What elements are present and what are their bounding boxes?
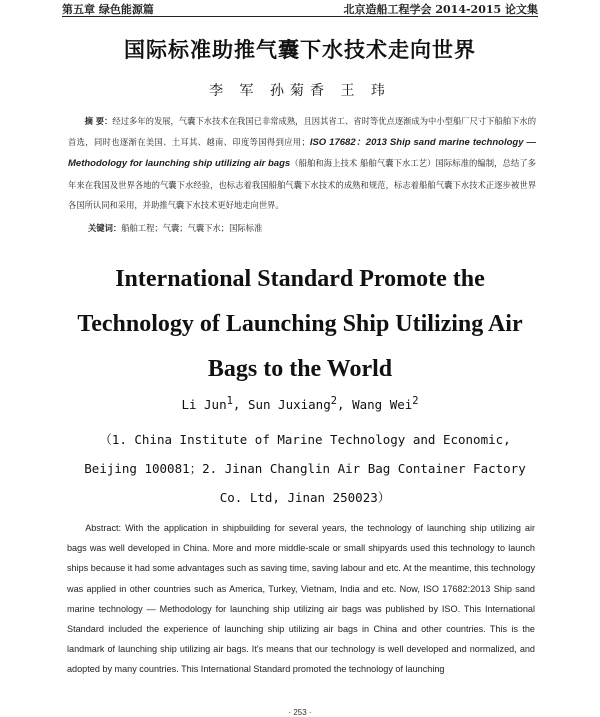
keywords-chinese-text: 船舶工程；气囊；气囊下水；国际标准 bbox=[121, 223, 263, 233]
header-rule bbox=[62, 16, 538, 17]
author-1: Li Jun bbox=[181, 397, 227, 413]
title-english bbox=[0, 257, 600, 392]
iso-standard-title: ISO 17682：2013 Ship sand marine technology —Methodology for launching ship utilizing air bags bbox=[68, 136, 536, 169]
abstract-chinese-part1: 经过多年的发展，气囊下水技术在我国已非常成熟，且因其省工、省时等优点逐渐成为中小型船厂尺寸下船舶下水的首选，同时也逐渐在美国、土耳其、越南、印度等国得到应用； bbox=[68, 116, 537, 147]
abstract-english-label: Abstract: bbox=[85, 523, 122, 533]
title-english-line-1: International Standard Promote the bbox=[115, 266, 485, 292]
page-number: · 253 · bbox=[288, 708, 312, 717]
abstract-english-body: With the application in shipbuilding for several years, the technology of launching ship utilizing air bags was well developed in China. More and more middle-scale or small shipyards used this technology to launch ships because it had some advantages such as saving time, saving labour and etc. At the meantime, this technology was applied in other countries such as America, Turkey, Vietnam, India and etc. Now, ISO 17682:2013 Ship sand marine technology — Methodology for launching ship utilizing air bags was published by ISO. This International Standard included the experience of launching ship utilizing air bags in China and other countries. This is the landmark of launching ship utilizing air bags. It's means that our technology is well developed and normalized, and adopted by many countries. This International Standard promoted the technology of launching bbox=[67, 523, 535, 675]
authors-english: Li Jun$^1$, Sun Juxiang$^2$, Wang Wei$^2$ bbox=[181, 395, 419, 413]
affiliation-line-3: Co. Ltd, Jinan 250023） bbox=[219, 490, 391, 505]
abstract-chinese-text bbox=[68, 111, 536, 216]
running-header bbox=[62, 1, 538, 15]
author-1-affil: 1 bbox=[226, 395, 233, 407]
affiliation-line-2: Beijing 100081；2. Jinan Changlin Air Bag Container Factory bbox=[84, 461, 526, 476]
author-2-affil: 2 bbox=[330, 395, 337, 407]
abstract-english-text bbox=[67, 518, 535, 680]
header-chapter: 第五章 绿色能源篇 bbox=[62, 3, 154, 16]
title-english-line-3: Bags to the World bbox=[207, 356, 393, 382]
affiliations bbox=[70, 425, 540, 512]
author-2: Sun Juxiang bbox=[247, 397, 331, 413]
header-proceedings: 北京造船工程学会 2014-2015 论文集 bbox=[343, 3, 538, 16]
title-english-line-2: Technology of Launching Ship Utilizing Air bbox=[77, 311, 523, 337]
title-chinese: 国际标准助推气囊下水技术走向世界 bbox=[124, 38, 476, 62]
author-3: Wang Wei bbox=[352, 397, 413, 413]
abstract-chinese-label: 摘 要： bbox=[84, 116, 113, 126]
abstract-chinese bbox=[68, 111, 536, 216]
abstract-english bbox=[67, 518, 535, 680]
keywords-chinese bbox=[88, 222, 262, 234]
abstract-chinese-part2: （船舶和海上技术 船舶气囊下水工艺）国际标准的编制，总结了多年来在我国及世界各地的气囊下水经验，也标志着我国船舶气囊下水技术的成熟和规范，标志着船舶气囊下水技术正逐步被世界各国所认同和采用，并助推气囊下水技术更好地走向世界。 bbox=[68, 158, 537, 210]
affiliation-line-1: （1. China Institute of Marine Technology and Economic, bbox=[99, 432, 511, 447]
keywords-chinese-label: 关键词： bbox=[88, 223, 122, 233]
authors-chinese: 李 军 孙菊香 王 玮 bbox=[209, 83, 391, 99]
author-3-affil: 2 bbox=[412, 395, 419, 407]
